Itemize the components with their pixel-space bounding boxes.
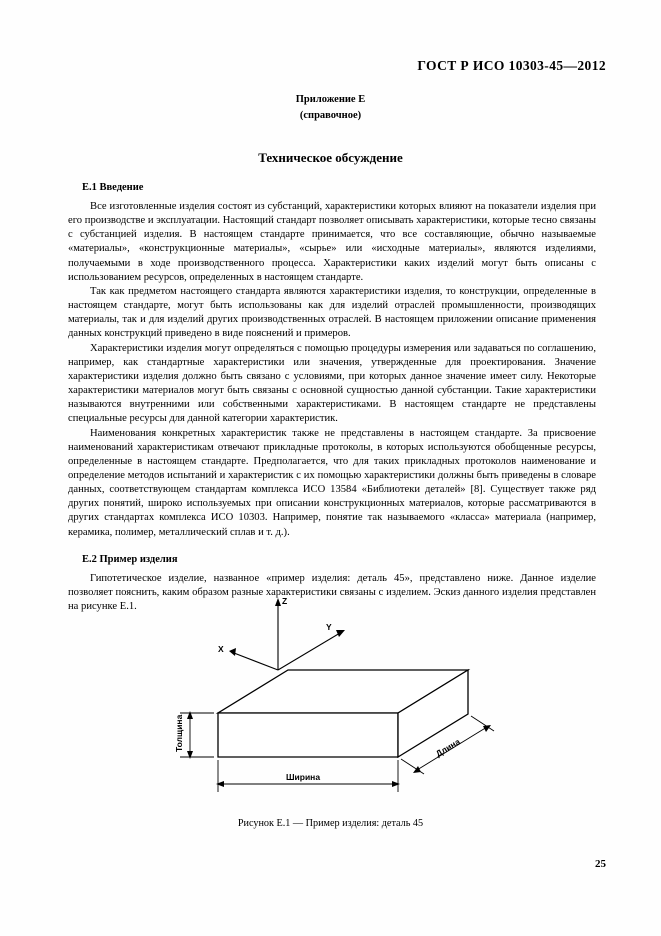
axis-label-y: Y: [326, 622, 332, 632]
dimension-label-length: Длина: [433, 736, 462, 759]
paragraph: Характеристики изделия могут определяться с помощью процедуры измерения или задаваться по соглашению, например, как стандартные характеристики или значения, утвержденные для проектирования. Значение характеристики изделия должно быть связано с условиями, при которых данное значение имеет силу. Некоторые характеристики материалов могут быть связаны с основной сущностью данной субстанции. Такие характеристики называются внутренними или собственными характеристиками. В настоящем стандарте не представлены специальные ресурсы для данной категории характеристик.: [68, 342, 596, 425]
figure-caption: Рисунок Е.1 — Пример изделия: деталь 45: [237, 818, 424, 829]
paragraph: Все изготовленные изделия состоят из субстанций, характеристики которых влияют на показатели изделия при его производстве и эксплуатации. Настоящий стандарт позволяет описывать характеристики, которые тесно связаны с субстанцией изделия. В настоящем стандарте принимается, что все составляющие, обычно называемые «материалы», «конструкционные материалы», «сырье» или «исходные материалы», являются изделиями, получаемыми в ходе производственного процесса. Характеристики каких изделий могут быть описаны с использованием ресурсов, определенных в настоящем стандарте.: [68, 201, 596, 283]
appendix-heading: [0, 92, 661, 124]
page-header-standard-ref: ГОСТ Р ИСО 10303-45—2012: [417, 58, 606, 73]
dimension-label-width: Ширина: [286, 772, 321, 782]
appendix-subtitle: (справочное): [299, 110, 362, 121]
appendix-title: Приложение Е: [295, 94, 366, 105]
axis-label-z: Z: [282, 596, 288, 606]
dimension-label-thickness: Толщина: [174, 714, 184, 752]
figure-part45-sketch: [68, 592, 596, 822]
document-body: [68, 182, 596, 614]
page-number: 25: [595, 858, 606, 870]
axis-group: [218, 596, 345, 670]
axis-label-x: X: [218, 644, 224, 654]
paragraph: Наименования конкретных характеристик также не представлены в настоящем стандарте. За присвоение наименований характеристикам отвечают прикладные протоколы, в которых используются обобщенные ресурсы, определенные в настоящем стандарте. Предполагается, что для таких прикладных протоколов наименование и определение методов испытаний и характеристик с их помощью характеристики должны быть приведены в словаре данных, соответствующем стандартам комплекса ИСО 13584 «Библиотеки деталей» [8]. Существует также ряд других понятий, широко используемых при описании конструкционных материалов, которые рассматриваются в других стандартах комплекса ИСО 10303. Например, понятие так называемого «класса» материала (например, керамика, полимер, металлический сплав и т. д.).: [68, 427, 596, 538]
dimension-thickness: [180, 711, 214, 759]
paragraph: Так как предметом настоящего стандарта являются характеристики изделия, то конструкции, определенные в настоящем стандарте, могут быть использованы как для изделий отраслей промышленности, производящих материалы, так и для изделий других производственных отраслей. В настоящем приложении описание применения данных конструкций приведено в виде пояснений и примеров.: [68, 285, 596, 340]
subsection-heading-e1: Е.1 Введение: [82, 182, 144, 193]
part-solid: [218, 670, 468, 757]
figure-svg: [68, 592, 596, 822]
paragraph: Гипотетическое изделие, названное «пример изделия: деталь 45», представлено ниже. Данное изделие позволяет пояснить, каким образом разные характеристики связаны с изделием. Эскиз данного изделия представлен на рисунке Е.1.: [68, 572, 596, 613]
subsection-heading-e2: Е.2 Пример изделия: [82, 553, 178, 565]
section-title: Техническое обсуждение: [258, 150, 403, 165]
